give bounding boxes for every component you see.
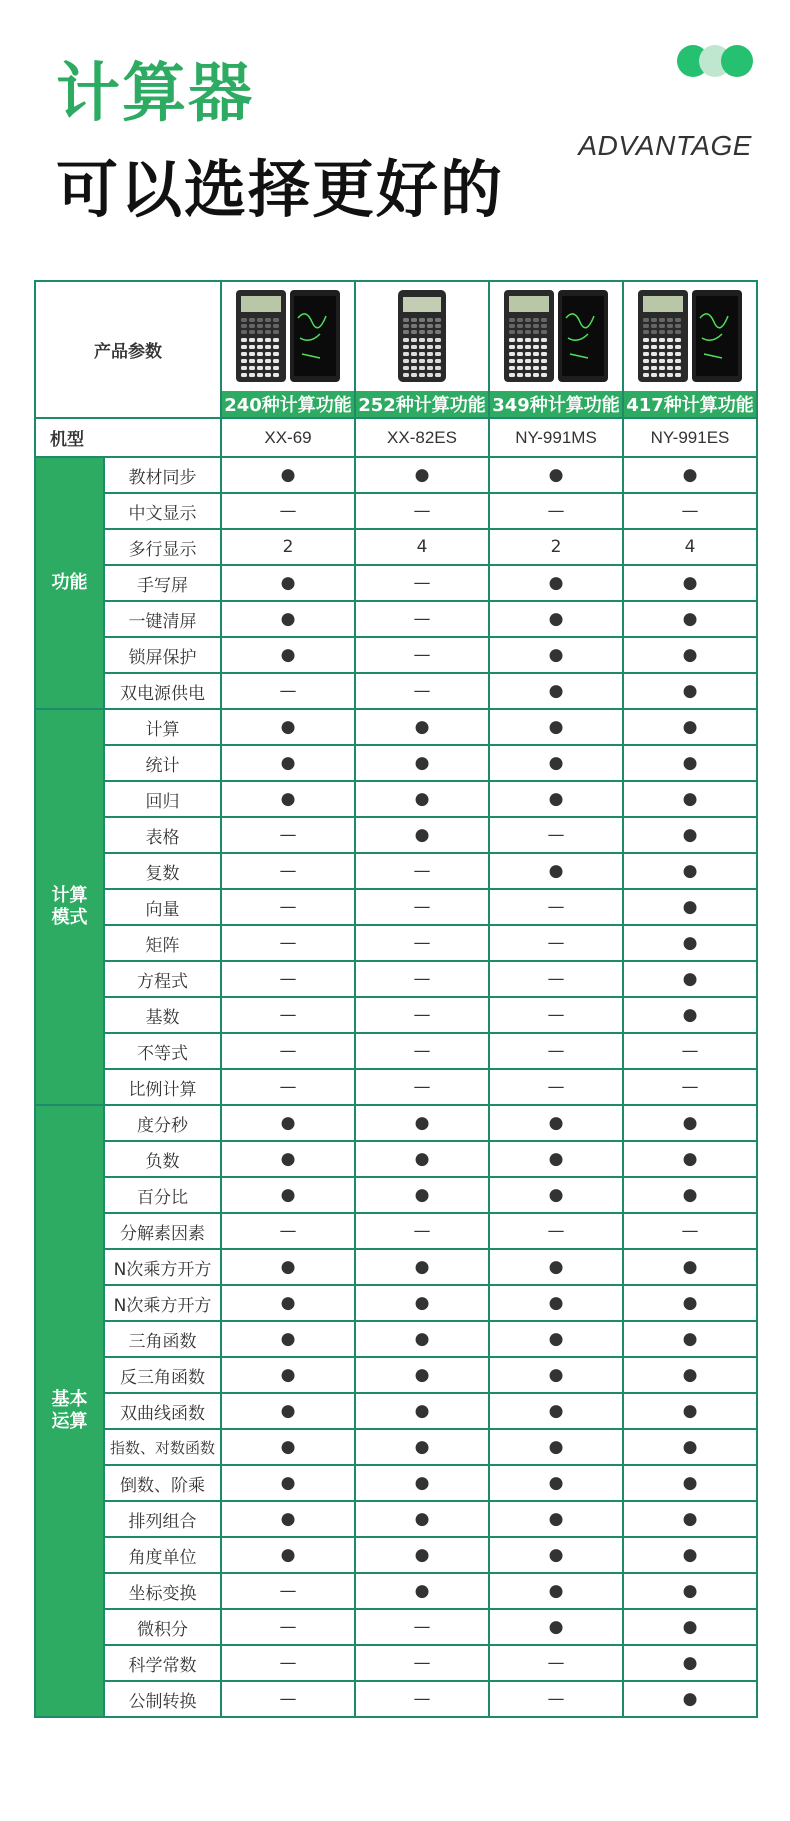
feature-label: 排列组合 (104, 1501, 221, 1537)
product-image-cell (623, 281, 757, 391)
feature-label: 公制转换 (104, 1681, 221, 1717)
feature-value: ● (489, 1249, 623, 1285)
feature-value: — (623, 1069, 757, 1105)
feature-value: ● (355, 817, 489, 853)
feature-value: ● (221, 709, 355, 745)
feature-label: N次乘方开方 (104, 1249, 221, 1285)
feature-value: ● (489, 745, 623, 781)
feature-value: ● (623, 997, 757, 1033)
table-row (35, 1105, 757, 1141)
table-row (35, 529, 757, 565)
table-row (35, 1573, 757, 1609)
feature-label: 不等式 (104, 1033, 221, 1069)
feature-value: — (489, 997, 623, 1033)
feature-value: — (489, 817, 623, 853)
feature-value: — (355, 565, 489, 601)
feature-value: — (355, 961, 489, 997)
feature-value: ● (489, 1537, 623, 1573)
feature-label: 微积分 (104, 1609, 221, 1645)
feature-value: ● (221, 1321, 355, 1357)
feature-value: ● (623, 673, 757, 709)
table-row (35, 1285, 757, 1321)
table-row (35, 1429, 757, 1465)
table-row (35, 1681, 757, 1717)
feature-label: 坐标变换 (104, 1573, 221, 1609)
table-row (35, 889, 757, 925)
category-label: 基本 运算 (35, 1105, 104, 1717)
feature-label: 中文显示 (104, 493, 221, 529)
feature-value: ● (355, 1537, 489, 1573)
table-row (35, 997, 757, 1033)
feature-value: ● (221, 565, 355, 601)
product-image-cell (489, 281, 623, 391)
table-row (35, 817, 757, 853)
feature-label: 反三角函数 (104, 1357, 221, 1393)
table-row (35, 925, 757, 961)
table-row (35, 673, 757, 709)
feature-value: ● (489, 1357, 623, 1393)
feature-value: ● (489, 1501, 623, 1537)
feature-value: ● (489, 1465, 623, 1501)
feature-value: — (489, 1069, 623, 1105)
scientific-calculator-image (392, 369, 452, 389)
product-image-cell (221, 281, 355, 391)
table-row (35, 1141, 757, 1177)
feature-label: 角度单位 (104, 1537, 221, 1573)
feature-value: ● (623, 1105, 757, 1141)
feature-label: 基数 (104, 997, 221, 1033)
feature-value: ● (221, 1285, 355, 1321)
table-row (35, 1537, 757, 1573)
feature-value: ● (489, 1393, 623, 1429)
function-count: 240种计算功能 (221, 391, 355, 418)
feature-value: ● (623, 1609, 757, 1645)
feature-value: ● (623, 1465, 757, 1501)
feature-value: ● (355, 457, 489, 493)
feature-value: — (355, 493, 489, 529)
feature-value: ● (355, 1105, 489, 1141)
feature-value: — (221, 961, 355, 997)
model-name: NY-991ES (623, 418, 757, 457)
feature-label: 三角函数 (104, 1321, 221, 1357)
feature-value: ● (489, 1573, 623, 1609)
feature-value: 4 (355, 529, 489, 565)
feature-value: ● (623, 637, 757, 673)
feature-value: — (221, 817, 355, 853)
feature-value: — (355, 925, 489, 961)
feature-value: — (623, 493, 757, 529)
feature-value: ● (489, 1429, 623, 1465)
feature-value: ● (221, 457, 355, 493)
feature-value: ● (623, 889, 757, 925)
feature-value: ● (355, 1141, 489, 1177)
feature-value: ● (623, 1573, 757, 1609)
table-row (35, 1645, 757, 1681)
feature-value: ● (221, 1141, 355, 1177)
feature-value: ● (221, 781, 355, 817)
feature-value: ● (221, 1393, 355, 1429)
table-row (35, 565, 757, 601)
product-image-cell (355, 281, 489, 391)
feature-value: ● (623, 1537, 757, 1573)
table-row (35, 781, 757, 817)
feature-value: 2 (221, 529, 355, 565)
feature-value: ● (623, 1141, 757, 1177)
feature-value: — (355, 637, 489, 673)
feature-value: — (221, 889, 355, 925)
feature-label: 百分比 (104, 1177, 221, 1213)
model-name: XX-69 (221, 418, 355, 457)
feature-value: — (623, 1033, 757, 1069)
feature-value: ● (623, 709, 757, 745)
feature-value: ● (489, 853, 623, 889)
feature-label: 指数、对数函数 (104, 1429, 221, 1465)
feature-value: ● (221, 1249, 355, 1285)
feature-label: 双电源供电 (104, 673, 221, 709)
feature-label: 度分秒 (104, 1105, 221, 1141)
feature-label: 一键清屏 (104, 601, 221, 637)
feature-value: ● (623, 853, 757, 889)
feature-value: ● (355, 1249, 489, 1285)
feature-value: ● (623, 1177, 757, 1213)
feature-value: ● (623, 1285, 757, 1321)
category-label: 计算 模式 (35, 709, 104, 1105)
feature-value: — (355, 1645, 489, 1681)
feature-value: ● (355, 1501, 489, 1537)
feature-value: — (489, 1033, 623, 1069)
function-count: 417种计算功能 (623, 391, 757, 418)
feature-value: — (221, 1681, 355, 1717)
feature-value: ● (489, 781, 623, 817)
feature-value: ● (623, 601, 757, 637)
feature-label: 向量 (104, 889, 221, 925)
feature-value: ● (623, 817, 757, 853)
page-subtitle: 可以选择更好的 (56, 153, 505, 226)
feature-value: ● (623, 781, 757, 817)
feature-label: 多行显示 (104, 529, 221, 565)
feature-value: ● (221, 1105, 355, 1141)
model-header: 机型 (35, 418, 221, 457)
feature-value: ● (623, 1357, 757, 1393)
feature-label: 计算 (104, 709, 221, 745)
table-row (35, 493, 757, 529)
feature-value: 4 (623, 529, 757, 565)
feature-value: ● (489, 457, 623, 493)
feature-label: 负数 (104, 1141, 221, 1177)
feature-value: ● (221, 1501, 355, 1537)
feature-value: ● (221, 637, 355, 673)
feature-value: ● (489, 673, 623, 709)
table-row (35, 637, 757, 673)
feature-label: 统计 (104, 745, 221, 781)
feature-value: ● (623, 745, 757, 781)
feature-value: ● (623, 925, 757, 961)
feature-label: 比例计算 (104, 1069, 221, 1105)
table-row (35, 709, 757, 745)
feature-value: ● (623, 1393, 757, 1429)
feature-value: ● (623, 1321, 757, 1357)
feature-value: ● (221, 1177, 355, 1213)
table-row (35, 1069, 757, 1105)
advantage-label: ADVANTAGE (578, 130, 752, 161)
feature-value: — (221, 1645, 355, 1681)
feature-value: — (221, 493, 355, 529)
feature-label: 双曲线函数 (104, 1393, 221, 1429)
feature-value: ● (489, 1321, 623, 1357)
feature-label: 表格 (104, 817, 221, 853)
feature-value: ● (623, 961, 757, 997)
feature-value: ● (355, 1321, 489, 1357)
table-row (35, 1033, 757, 1069)
feature-value: ● (221, 745, 355, 781)
table-row (35, 1501, 757, 1537)
table-row (35, 961, 757, 997)
feature-value: — (489, 961, 623, 997)
feature-value: ● (355, 781, 489, 817)
feature-value: ● (489, 565, 623, 601)
feature-value: ● (355, 1177, 489, 1213)
feature-value: — (355, 997, 489, 1033)
feature-label: 锁屏保护 (104, 637, 221, 673)
feature-value: ● (355, 745, 489, 781)
feature-value: — (623, 1213, 757, 1249)
feature-value: — (355, 853, 489, 889)
table-row (35, 853, 757, 889)
feature-value: ● (489, 1285, 623, 1321)
feature-value: — (355, 601, 489, 637)
feature-value: ● (221, 601, 355, 637)
feature-value: — (355, 1213, 489, 1249)
feature-value: — (489, 1681, 623, 1717)
feature-label: 矩阵 (104, 925, 221, 961)
feature-value: — (355, 1681, 489, 1717)
feature-value: — (355, 673, 489, 709)
feature-value: ● (489, 709, 623, 745)
feature-label: 倒数、阶乘 (104, 1465, 221, 1501)
feature-value: — (489, 493, 623, 529)
feature-value: ● (221, 1465, 355, 1501)
feature-value: ● (355, 1429, 489, 1465)
feature-label: 方程式 (104, 961, 221, 997)
feature-value: ● (355, 1285, 489, 1321)
table-row (35, 1465, 757, 1501)
feature-label: 教材同步 (104, 457, 221, 493)
model-name: NY-991MS (489, 418, 623, 457)
feature-value: ● (623, 1429, 757, 1465)
feature-value: ● (355, 709, 489, 745)
feature-label: 手写屏 (104, 565, 221, 601)
feature-value: — (221, 673, 355, 709)
calculator-with-pad-image (502, 369, 610, 389)
feature-value: — (355, 1609, 489, 1645)
feature-label: 分解素因素 (104, 1213, 221, 1249)
feature-label: 复数 (104, 853, 221, 889)
feature-value: ● (221, 1357, 355, 1393)
function-count: 252种计算功能 (355, 391, 489, 418)
table-row (35, 457, 757, 493)
feature-value: — (355, 1033, 489, 1069)
feature-value: — (489, 889, 623, 925)
feature-label: 回归 (104, 781, 221, 817)
feature-value: — (355, 1069, 489, 1105)
category-label: 功能 (35, 457, 104, 709)
feature-value: ● (623, 1249, 757, 1285)
feature-value: ● (623, 565, 757, 601)
page-title: 计算器 (56, 57, 254, 131)
table-row (35, 601, 757, 637)
table-row (35, 1177, 757, 1213)
feature-value: — (221, 1033, 355, 1069)
feature-value: ● (489, 1105, 623, 1141)
feature-value: ● (221, 1429, 355, 1465)
feature-value: — (221, 925, 355, 961)
table-row (35, 745, 757, 781)
feature-value: ● (489, 1609, 623, 1645)
table-row (35, 1357, 757, 1393)
feature-value: ● (221, 1537, 355, 1573)
feature-value: ● (489, 637, 623, 673)
table-row (35, 1393, 757, 1429)
feature-value: 2 (489, 529, 623, 565)
feature-value: — (489, 1645, 623, 1681)
feature-value: — (221, 997, 355, 1033)
calculator-with-pad-image (234, 369, 342, 389)
feature-value: ● (623, 1501, 757, 1537)
feature-value: ● (623, 1681, 757, 1717)
feature-value: ● (623, 1645, 757, 1681)
feature-value: ● (489, 1177, 623, 1213)
feature-value: ● (623, 457, 757, 493)
feature-value: — (355, 889, 489, 925)
table-row (35, 1213, 757, 1249)
function-count: 349种计算功能 (489, 391, 623, 418)
table-row (35, 1609, 757, 1645)
table-row (35, 1321, 757, 1357)
feature-value: — (489, 1213, 623, 1249)
feature-value: — (221, 1573, 355, 1609)
feature-value: ● (355, 1465, 489, 1501)
table-row (35, 1249, 757, 1285)
feature-label: N次乘方开方 (104, 1285, 221, 1321)
comparison-table (34, 280, 758, 1718)
dot-icon (721, 45, 753, 77)
decorative-dots (677, 45, 757, 79)
product-params-header: 产品参数 (35, 281, 221, 418)
feature-value: ● (489, 1141, 623, 1177)
feature-value: ● (355, 1573, 489, 1609)
feature-value: — (221, 1609, 355, 1645)
feature-value: — (489, 925, 623, 961)
feature-value: ● (355, 1393, 489, 1429)
feature-value: — (221, 1069, 355, 1105)
feature-value: — (221, 1213, 355, 1249)
feature-value: ● (489, 601, 623, 637)
calculator-with-pad-image (636, 369, 744, 389)
model-name: XX-82ES (355, 418, 489, 457)
feature-value: — (221, 853, 355, 889)
feature-label: 科学常数 (104, 1645, 221, 1681)
feature-value: ● (355, 1357, 489, 1393)
